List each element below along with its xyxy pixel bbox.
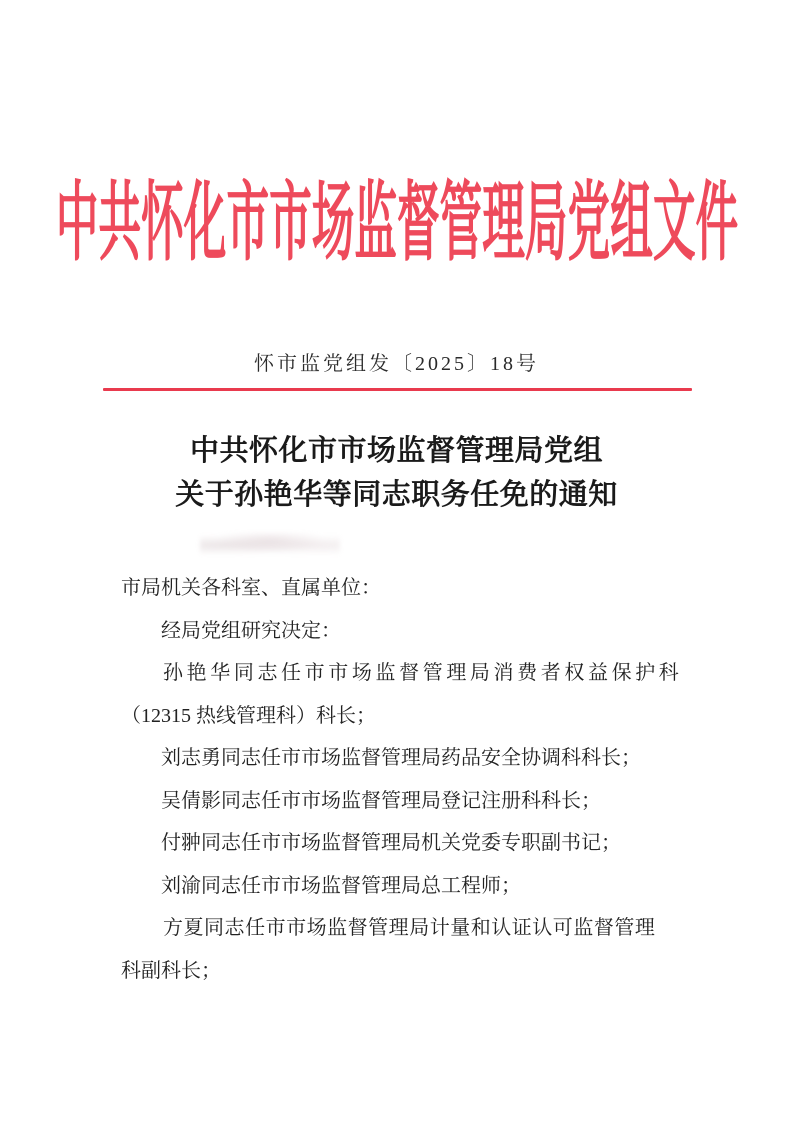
document-title [0,429,793,517]
document-number: 怀市监党组发〔2025〕18号 [254,353,539,375]
body-line: 刘志勇同志任市市场监督管理局药品安全协调科科长； [161,747,641,769]
body-line: 刘渝同志任市市场监督管理局总工程师； [161,874,521,897]
body-line: 科副科长； [121,959,221,982]
document-title-line1: 中共怀化市市场监督管理局党组 [189,435,603,467]
body-line: 孙 艳 华 同 志 任 市 市 场 监 督 管 理 局 消 费 者 权 益 保 护 科 [163,662,679,684]
body-line: （12315 热线管理科）科长； [121,704,376,727]
body-line: 付翀同志任市市场监督管理局机关党委专职副书记； [161,832,621,854]
red-separator-rule [103,388,692,391]
red-header-banner-text: 中共怀化市市场监督管理局党组文件 [55,176,738,272]
document-body [121,567,679,992]
body-line: 经局党组研究决定： [161,619,341,642]
scan-artifact [200,533,340,555]
red-header-banner [0,178,793,270]
document-title-line2: 关于孙艳华等同志职务任免的通知 [175,479,618,511]
body-line: 方 夏 同 志 任 市 市 场 监 督 管 理 局 计 量 和 认 证 认 可 监 督 管 理 [163,917,655,939]
body-line: 吴倩影同志任市市场监督管理局登记注册科科长； [161,789,601,812]
body-line-salutation: 市局机关各科室、直属单位： [121,577,381,599]
